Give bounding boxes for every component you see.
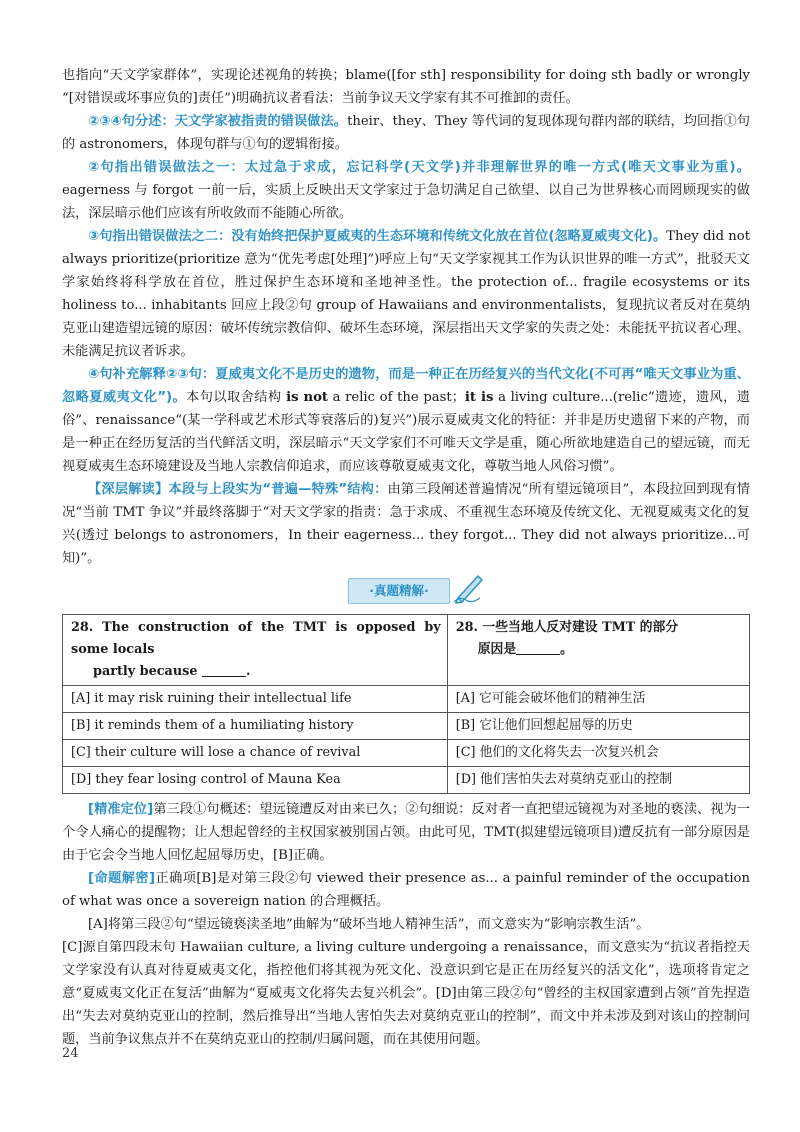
option-zh: [A] 它可能会破坏他们的精神生活	[447, 686, 749, 713]
table-row	[63, 686, 750, 713]
annotation-tag: ②句指出错误做法之一：太过急于求成，忘记科学(天文学)并非理解世界的唯一方式(唯天文事业为重)。	[88, 160, 750, 175]
paragraph-5	[62, 363, 750, 478]
table-row	[63, 767, 750, 794]
analysis-wrong-cd: [C]源自第四段末句 Hawaiian culture, a living culture undergoing a renaissance，而文意实为“抗议者指控天文学家没有认真对待夏威夷文化，指控他们将其视为死文化、没意识到它是正在历经复兴的活文化”，选项将肯定之意“夏威夷文化正在复活”曲解为“夏威夷文化将失去复兴机会”。[D]由第三段②句“曾经的主权国家遭到占领”首先捏造出“失去对莫纳克亚山的控制，然后推导出“当地人害怕失去对莫纳克亚山的控制”，而文中并未涉及到对该山的控制问题，当前争议焦点并不在莫纳克亚山的控制/归属问题，而在其使用问题。	[62, 940, 750, 1047]
option-zh: [C] 他们的文化将失去一次复兴机会	[447, 740, 749, 767]
stem-text: partly because	[93, 664, 198, 679]
section-title: ·真题精解·	[348, 578, 450, 604]
emphasis-text: is not	[286, 390, 328, 405]
paragraph-3	[62, 156, 750, 225]
emphasis-text: it is	[464, 390, 494, 405]
stem-text: 28. The construction of the TMT is opposed by some locals	[71, 620, 441, 657]
pen-icon	[452, 572, 486, 604]
paragraph-text: They did not always prioritize(prioritize 意为“优先考虑[处理]”)呼应上句“天文学家视其工作为认识世界的唯一方式”，批驳天文学家始终将科学放在首位，胜过保护生态环境和圣地神圣性。the protection of... fragile ecosystems or its holiness to... inhabitants 回应上段②句 group of Hawaiians and environmentalists，复现抗议者反对在莫纳克亚山建造望远镜的原因：破坏传统宗教信仰、破坏生态环境，深层指出天文学家的失责之处：未能抚平抗议者心理、未能满足抗议者诉求。	[62, 229, 750, 359]
table-row	[63, 615, 750, 686]
option-en: [A] it may risk ruining their intellectual life	[63, 686, 448, 713]
paragraph-text: 第三段①句概述：望远镜遭反对由来已久；②句细说：反对者一直把望远镜视为对圣地的亵渎、视为一个令人痛心的提醒物；让人想起曾经的主权国家被别国占领。由此可见，TMT(拟建望远镜项目)遭反抗有一部分原因是由于它会令当地人回忆起屈辱历史，[B]正确。	[62, 802, 750, 863]
table-row	[63, 713, 750, 740]
option-zh: [D] 他们害怕失去对莫纳克亚山的控制	[447, 767, 749, 794]
annotation-tag: 【深层解读】本段与上段实为“普遍—特殊”结构：	[88, 482, 388, 497]
option-en: [C] their culture will lose a chance of revival	[63, 740, 448, 767]
paragraph-text: a living culture...(relic“遗迹，遗风，遗俗”、renaissance“(某一学科或艺术形式等衰落后的)复兴”)展示夏威夷文化的特征：并非是历史遗留下来的产物，而是一种正在经历复活的当代鲜活文明，深层暗示“天文学家们不可唯天文学是重，随心所欲地建造自己的望远镜，而无视夏威夷生态环境建设及当地人宗教信仰追求，而应该尊敬夏威夷文化，尊敬当地人风俗习惯”。	[62, 390, 750, 474]
page-number: 24	[62, 1046, 79, 1061]
analysis-wrong-a: [A]将第三段②句“望远镜亵渎圣地”曲解为“破坏当地人精神生活”，而文意实为“影响宗教生活”。	[88, 917, 650, 932]
paragraph-text: 正确项[B]是对第三段②句 viewed their presence as... a painful reminder of the occupation of what was once a sovereign nation 的合理概括。	[62, 871, 750, 909]
table-row	[63, 740, 750, 767]
answer-blank	[516, 640, 560, 655]
paragraph-6	[62, 478, 750, 570]
analysis-location	[62, 798, 750, 867]
question-stem-en: 28. The construction of the TMT is opposed by some locals partly because .	[63, 615, 448, 686]
annotation-tag: ④句补充解释②③句：夏威夷文化不是历史的遗物，而是一种正在历经复兴的当代文化(不可再“唯天文事业为重、忽略夏威夷文化”)。	[62, 367, 750, 405]
annotation-tag: ②③④句分述：天文学家被指责的错误做法。	[88, 114, 348, 129]
annotation-tag: [精准定位]	[88, 802, 154, 817]
page-content	[62, 64, 750, 1051]
paragraph-text: their、they、They 等代词的复现体现句群内部的联结，均回指①句的 astronomers，体现句群与①句的逻辑衔接。	[62, 114, 750, 152]
analysis-key	[62, 867, 750, 913]
paragraph-4	[62, 225, 750, 363]
annotation-tag: [命题解密]	[88, 871, 156, 886]
section-title-wrap	[62, 576, 750, 610]
paragraph-2	[62, 110, 750, 156]
question-table	[62, 614, 750, 794]
answer-blank	[202, 662, 246, 677]
paragraph-text: 本句以取舍结构	[186, 390, 287, 405]
paragraph-1: 也指向“天文学家群体”，实现论述视角的转换；blame([for sth] responsibility for doing sth badly or wrongly “[对错误或坏事应负的]责任”)明确抗议者看法：当前争议天文学家有其不可推卸的责任。	[62, 68, 750, 106]
option-en: [D] they fear losing control of Mauna Kea	[63, 767, 448, 794]
option-en: [B] it reminds them of a humiliating history	[63, 713, 448, 740]
stem-text: 28. 一些当地人反对建设 TMT 的部分	[455, 620, 679, 635]
question-stem-zh: 28. 一些当地人反对建设 TMT 的部分 原因是 。	[447, 615, 749, 686]
annotation-tag: ③句指出错误做法之二：没有始终把保护夏威夷的生态环境和传统文化放在首位(忽略夏威夷文化)。	[88, 229, 667, 244]
paragraph-text: 由第三段阐述普遍情况“所有望远镜项目”，本段拉回到现有情况“当前 TMT 争议”并最终落脚于“对天文学家的指责：急于求成、不重视生态环境及传统文化、无视夏威夷文化的复兴(透过 belongs to astronomers，In their eagerness... they forgot... They did not always prioritize...可知)”。	[62, 482, 750, 566]
stem-text: 原因是	[477, 642, 517, 657]
paragraph-text: eagerness 与 forgot 一前一后，实质上反映出天文学家过于急切满足自己欲望、以自己为世界核心而罔顾现实的做法，深层暗示他们应该有所收敛而不能随心所欲。	[62, 183, 750, 221]
option-zh: [B] 它让他们回想起屈辱的历史	[447, 713, 749, 740]
paragraph-text: a relic of the past；	[328, 390, 465, 405]
